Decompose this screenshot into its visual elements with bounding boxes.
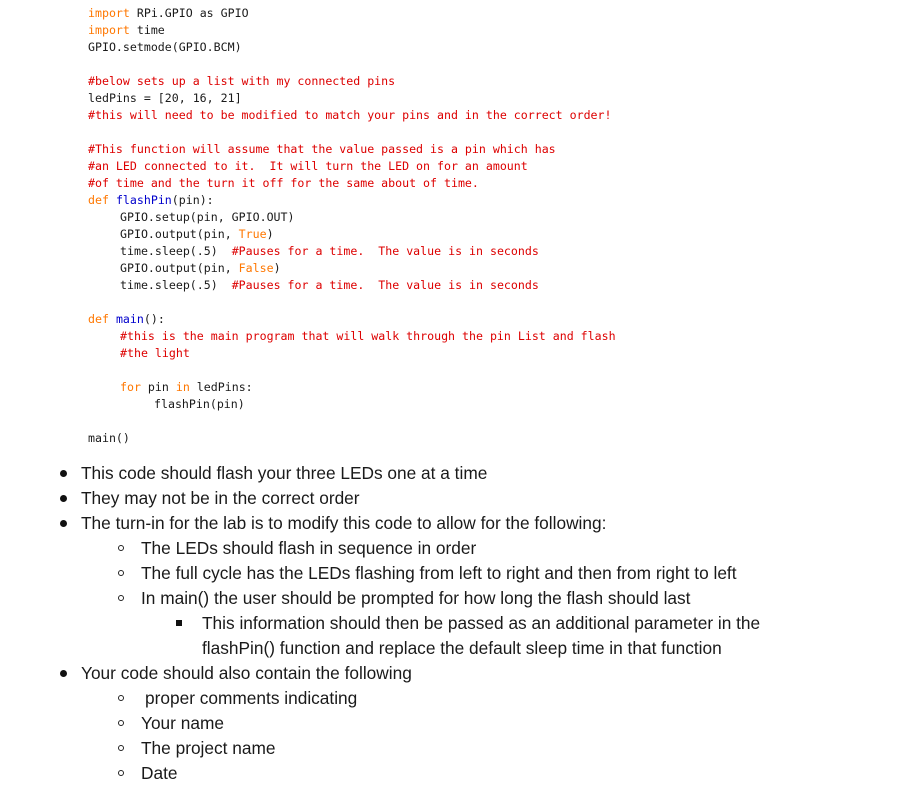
- code-text: (pin):: [171, 193, 214, 207]
- list-item: The turn-in for the lab is to modify this code to allow for the following:: [81, 513, 607, 533]
- code-comment: #Pauses for a time. The value is in seconds: [231, 244, 539, 258]
- function-name: flashPin: [115, 193, 172, 207]
- list-item: They may not be in the correct order: [81, 488, 360, 508]
- code-line: [88, 23, 165, 37]
- bullet-circle-icon: [118, 720, 124, 726]
- code-line: [120, 278, 539, 292]
- code-comment: #the light: [120, 346, 190, 360]
- code-line: [88, 6, 249, 20]
- bullet-disc-icon: [60, 670, 67, 677]
- code-text: ): [273, 261, 281, 275]
- code-comment: #below sets up a list with my connected pins: [88, 74, 396, 88]
- list-item: Your name: [141, 713, 224, 733]
- code-comment: #this will need to be modified to match your pins and in the correct order!: [88, 108, 612, 122]
- bullet-circle-icon: [118, 770, 124, 776]
- list-item: The project name: [141, 738, 276, 758]
- bullet-circle-icon: [118, 545, 124, 551]
- code-line: main(): [88, 431, 130, 445]
- bullet-disc-icon: [60, 495, 67, 502]
- keyword: def: [88, 193, 109, 207]
- code-line: [88, 312, 165, 326]
- code-comment: #of time and the turn it off for the same about of time.: [88, 176, 479, 190]
- code-text: RPi.GPIO as GPIO: [129, 6, 249, 20]
- code-text: ():: [143, 312, 165, 326]
- keyword: import: [88, 6, 130, 20]
- list-item: The LEDs should flash in sequence in order: [141, 538, 477, 558]
- list-item: The full cycle has the LEDs flashing from left to right and then from right to left: [141, 563, 737, 583]
- code-comment: #This function will assume that the value passed is a pin which has: [88, 142, 556, 156]
- code-line: [120, 244, 539, 258]
- code-line: [120, 380, 253, 394]
- code-line: [88, 193, 214, 207]
- bullet-disc-icon: [60, 470, 67, 477]
- bullet-circle-icon: [118, 570, 124, 576]
- code-comment: #this is the main program that will walk through the pin List and flash: [120, 329, 616, 343]
- keyword: in: [175, 380, 190, 394]
- list-item-continuation: flashPin() function and replace the default sleep time in that function: [202, 638, 722, 658]
- code-line: GPIO.setup(pin, GPIO.OUT): [120, 210, 295, 224]
- code-text: ledPins:: [189, 380, 253, 394]
- bullet-circle-icon: [118, 695, 124, 701]
- bullet-disc-icon: [60, 520, 67, 527]
- list-item: Your code should also contain the following: [81, 663, 412, 683]
- code-text: pin: [140, 380, 176, 394]
- code-text: time: [129, 23, 165, 37]
- keyword: import: [88, 23, 130, 37]
- bullet-square-icon: [176, 620, 182, 626]
- code-text: GPIO.output(pin,: [120, 227, 239, 241]
- list-item: In main() the user should be prompted for how long the flash should last: [141, 588, 691, 608]
- keyword: def: [88, 312, 109, 326]
- list-item: This code should flash your three LEDs one at a time: [81, 463, 488, 483]
- code-comment: #an LED connected to it. It will turn the LED on for an amount: [88, 159, 528, 173]
- code-line: flashPin(pin): [154, 397, 245, 411]
- list-item: This information should then be passed as an additional parameter in the: [202, 613, 761, 633]
- code-text: time.sleep(.5): [120, 278, 218, 292]
- code-comment: #Pauses for a time. The value is in seconds: [231, 278, 539, 292]
- keyword: for: [120, 380, 141, 394]
- keyword: True: [238, 227, 267, 241]
- list-item: proper comments indicating: [145, 688, 358, 708]
- code-line: [120, 261, 281, 275]
- bullet-circle-icon: [118, 745, 124, 751]
- bullet-circle-icon: [118, 595, 124, 601]
- code-text: ): [266, 227, 274, 241]
- code-text: time.sleep(.5): [120, 244, 218, 258]
- code-line: GPIO.setmode(GPIO.BCM): [88, 40, 242, 54]
- code-line: [120, 227, 274, 241]
- code-text: GPIO.output(pin,: [120, 261, 239, 275]
- keyword: False: [238, 261, 274, 275]
- list-item: Date: [141, 763, 178, 783]
- function-name: main: [115, 312, 144, 326]
- code-line: ledPins = [20, 16, 21]: [88, 91, 242, 105]
